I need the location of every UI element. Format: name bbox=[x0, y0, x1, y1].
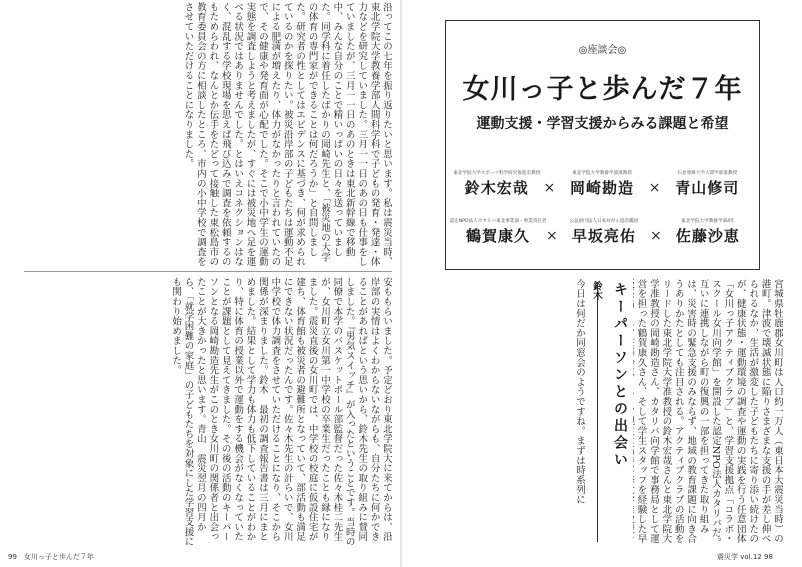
panelist-name: 早坂亮佑 bbox=[571, 227, 636, 245]
journal-volume: vol.12 bbox=[740, 553, 762, 561]
kicker: ◎座談会◎ bbox=[578, 45, 627, 56]
panelist bbox=[560, 219, 648, 246]
journal-name: 震災学 bbox=[717, 553, 738, 561]
panelist-affiliation: 認定NPO法人カタリバ東北事業部・事業責任者 bbox=[449, 219, 547, 224]
article-title: 女川っ子と歩んだ７年 bbox=[462, 74, 743, 105]
right-footer bbox=[717, 552, 773, 562]
body-text-upper: 沿ってこの七年を振り返りたいと思います。私は震災当時、東北学院大学教養学部人間科学科で子どもの発育・発達・体力などを研究していました。三月一一日のあの日も仕事をしていましたが、三月一一日のあのときは東北新幹線で移動中、みんな自分のことで精いっぱいの日々を送っていました。同学科に着任したばかりの岡崎先生と、「被災地の大学の体育の専門家ができることは何だろうか」と自問しました。研究者の性としてはエビデンスに基づき、何が求められているのかを探りたい。被災沿岸部の子どもたちは運動不足による肥満が増えたり、体力がなかったりと言われていたので、その健康や発育面が心配でした。そこで小中学生の運動実態を調査しようと考えましたが、すぐには被災地へ足を運べる状況ではありませんでした。とはいえコネクションはなく、混乱する学校現場を思えば飛び込みで調査を依頼するのもためらわれ、なんとか伝手をたどって接触した東松島市の教育委員会の方に相談したところ、市内の小中学校で調査をさせていただけることになりました。 bbox=[182, 2, 392, 267]
right-page bbox=[401, 0, 802, 567]
title-box bbox=[445, 20, 760, 270]
panelist-row-1 bbox=[452, 171, 752, 198]
separator-x: × bbox=[648, 180, 661, 196]
panelist-affiliation: 東北学院大学スポーツ科学研究推進室教授 bbox=[453, 171, 541, 176]
intro-body: 宮城県牡鹿郡女川町は人口約一万人（東日本大震災当時）の港町。津波で壊滅状態に陥りさまざまな支援の手が差し伸べられるなか、生活が激変した子どもたちに寄り添い続けたのが、健康状態・運動環境の調査や運動の実践を行う任意団体「女川っ子アクティブクラブ」と、学習支援拠点「コラボ・スクール女川向学館」を開設した認定NPO法人カタリバだ。互いに連携しながら町の復興の一部を担ってきた取り組みは、災害時の緊急支援のみならず、地域の教育課題に向き合うありかたとしても注目される。アクティブクラブの活動をリードした東北学院大学准教授の鈴木宏哉さんと東北学院大学准教授の岡崎勘造さん、カタリバ向学館で事務局として運営を担った鶴賀康久さん、そして学生スタッフを経験した早 bbox=[635, 279, 783, 548]
panelist-affiliation: 東北学院大学教養学部4年 bbox=[681, 219, 735, 224]
separator-x: × bbox=[546, 228, 558, 244]
panelist-affiliation: 石巻専修大学人間学部准教授 bbox=[677, 171, 738, 176]
panelist bbox=[557, 171, 647, 198]
panelist-name: 鶴賀康久 bbox=[465, 227, 530, 245]
panelist-name: 佐藤沙恵 bbox=[675, 227, 740, 245]
panelist bbox=[452, 171, 542, 198]
panelist bbox=[664, 219, 752, 246]
suzuki-opening-text: 今日は何だか同窓会のようですね。まずは時系列に bbox=[574, 279, 585, 505]
section-heading: キーパーソンとの出会い bbox=[597, 282, 630, 542]
page-number: 98 bbox=[763, 553, 773, 561]
panelist-name: 鈴木宏哉 bbox=[464, 179, 529, 197]
column-divider bbox=[24, 271, 392, 272]
panelist bbox=[663, 171, 753, 198]
panelist-name: 青山修司 bbox=[675, 179, 740, 197]
panelist-name: 岡崎勘造 bbox=[570, 179, 635, 197]
separator-x: × bbox=[650, 228, 662, 244]
intro-text bbox=[633, 279, 783, 549]
panelist-affiliation: 東北学院大学教養学部准教授 bbox=[572, 171, 632, 176]
separator-x: × bbox=[543, 180, 556, 196]
panelist bbox=[449, 219, 547, 246]
body-text-lower: 安ももらいました。予定どおり東北学院大に来てからは、沿岸部の実情はよくわからないながらも、自分たちに何かできることがあればという思いから、鈴木先生の取り組みに賛同しました。『男気スイッチ』が入ったということです。当時の同僚で本学のバスケットボール部監督だった佐々木桂二先生が、女川町立女川第一中学校の卒業生だったことも縁になりました。震災直後の女川町では、中学校の校庭に仮設住宅が建ち、体育館も被災者の避難所となっていて、部活動も満足にできない状況だったんです。佐々木先生の計らいで、女川中学校で体力調査をさせていただけることになり、そこから関係が深まりました。鈴木 最初の調査報告書は三月にまとめました。結果として学力も体力も低下していることがわかり、特に体育の授業以外で運動をする機会がなくなっていたことが課題として見えてきました。その後の活動のキーパーソンとなる岡崎勘造先生がこのとき女川町の関係者と出会ったことが大きかったと思います。青山 震災翌月の四月から、「就学困難の家庭」の子どもたちを対象にした学習支援にも関わり始めました。 bbox=[170, 277, 392, 547]
speaker-label: 鈴木 bbox=[591, 281, 602, 300]
left-footer: 99 女川っ子と歩んだ７年 bbox=[8, 553, 94, 561]
panelist-row-2 bbox=[449, 219, 752, 246]
article-subtitle: 運動支援・学習支援からみる課題と希望 bbox=[476, 116, 729, 132]
panelist-affiliation: 公益財団法人日本対がん協会職員 bbox=[569, 219, 639, 224]
